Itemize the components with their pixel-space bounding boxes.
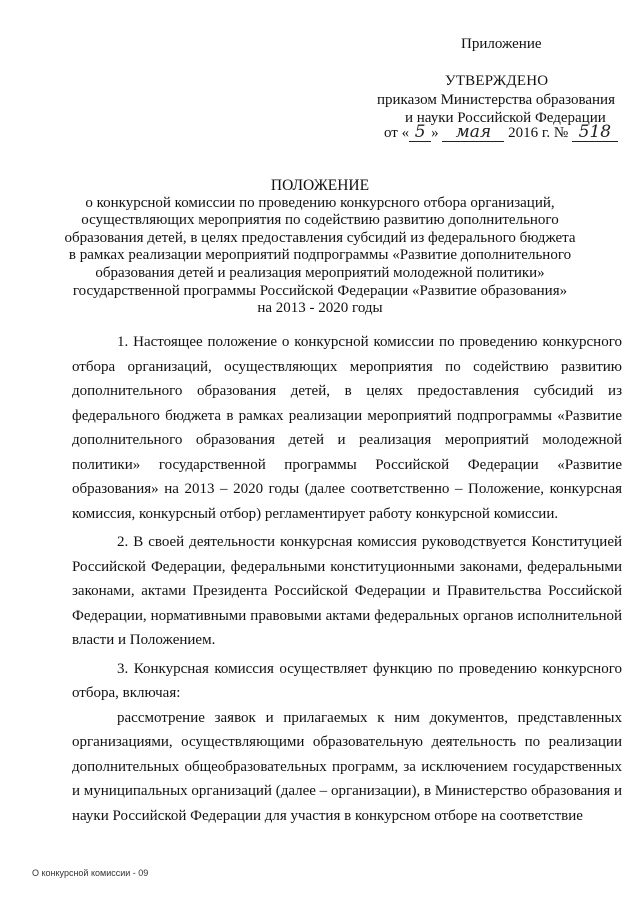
order-number-handwritten: 518 (572, 124, 618, 142)
paragraph-4: рассмотрение заявок и прилагаемых к ним документов, представленных организациями, осуществляющими образовательную деятельность по реализации дополнительных общеобразовательных программ, за исключением государственных и муниципальных организаций (далее – организации), в Министерство образования и науки Российской Федерации для участия в конкурсном отборе на соответствие (72, 709, 622, 824)
appendix-label: Приложение (461, 36, 542, 52)
approved-label: УТВЕРЖДЕНО (445, 73, 549, 89)
document-title: ПОЛОЖЕНИЕ (270, 177, 370, 194)
footer-file-label: О конкурсной комиссии - 09 (32, 868, 149, 878)
heading-line: о конкурсной комиссии по проведению конкурсного отбора организаций, (85, 194, 555, 211)
heading-line: государственной программы Российской Федерации «Развитие образования» (72, 282, 568, 299)
heading-line: в рамках реализации мероприятий подпрограммы «Развитие дополнительного (68, 247, 572, 264)
heading-line: образования детей, в целях предоставления субсидий из федерального бюджета (64, 229, 576, 246)
order-line-1: приказом Министерства образования (377, 92, 615, 108)
order-line-2: и науки Российской Федерации (405, 110, 606, 126)
order-date-line (384, 124, 618, 142)
document-heading (0, 177, 640, 318)
date-month-handwritten: мая (442, 124, 504, 142)
date-prefix: от « (384, 125, 410, 141)
date-day-handwritten: 5 (409, 124, 431, 142)
document-body (72, 330, 622, 828)
paragraph-2: 2. В своей деятельности конкурсная комиссия руководствуется Конституцией Российской Федерации, федеральными конституционными законами, федеральными законами, актами Президента Российской Федерации и Правительства Российской Федерации, нормативными правовыми актами федеральных органов исполнительной власти и Положением. (72, 534, 622, 648)
heading-line: осуществляющих мероприятия по содействию развитию дополнительного (81, 212, 559, 229)
paragraph-3: 3. Конкурсная комиссия осуществляет функцию по проведению конкурсного отбора, включая: (72, 660, 622, 701)
date-quote-close: » (431, 125, 439, 141)
paragraph-1: 1. Настоящее положение о конкурсной комиссии по проведению конкурсного отбора организаций, осуществляющих мероприятия по содействию развитию дополнительного образования детей, в целях предоставления субсидий из федерального бюджета в рамках реализации мероприятий подпрограммы «Развитие дополнительного образования детей и реализация мероприятий молодежной политики» государственной программы Российской Федерации «Развитие образования» на 2013 – 2020 годы (далее соответственно – Положение, конкурсная комиссия, конкурсный отбор) регламентирует работу конкурсной комиссии. (72, 334, 622, 522)
heading-line: образования детей и реализация мероприятий молодежной политики» (95, 264, 545, 281)
heading-line: на 2013 - 2020 годы (257, 300, 383, 317)
date-year-label: 2016 г. № (508, 125, 569, 141)
